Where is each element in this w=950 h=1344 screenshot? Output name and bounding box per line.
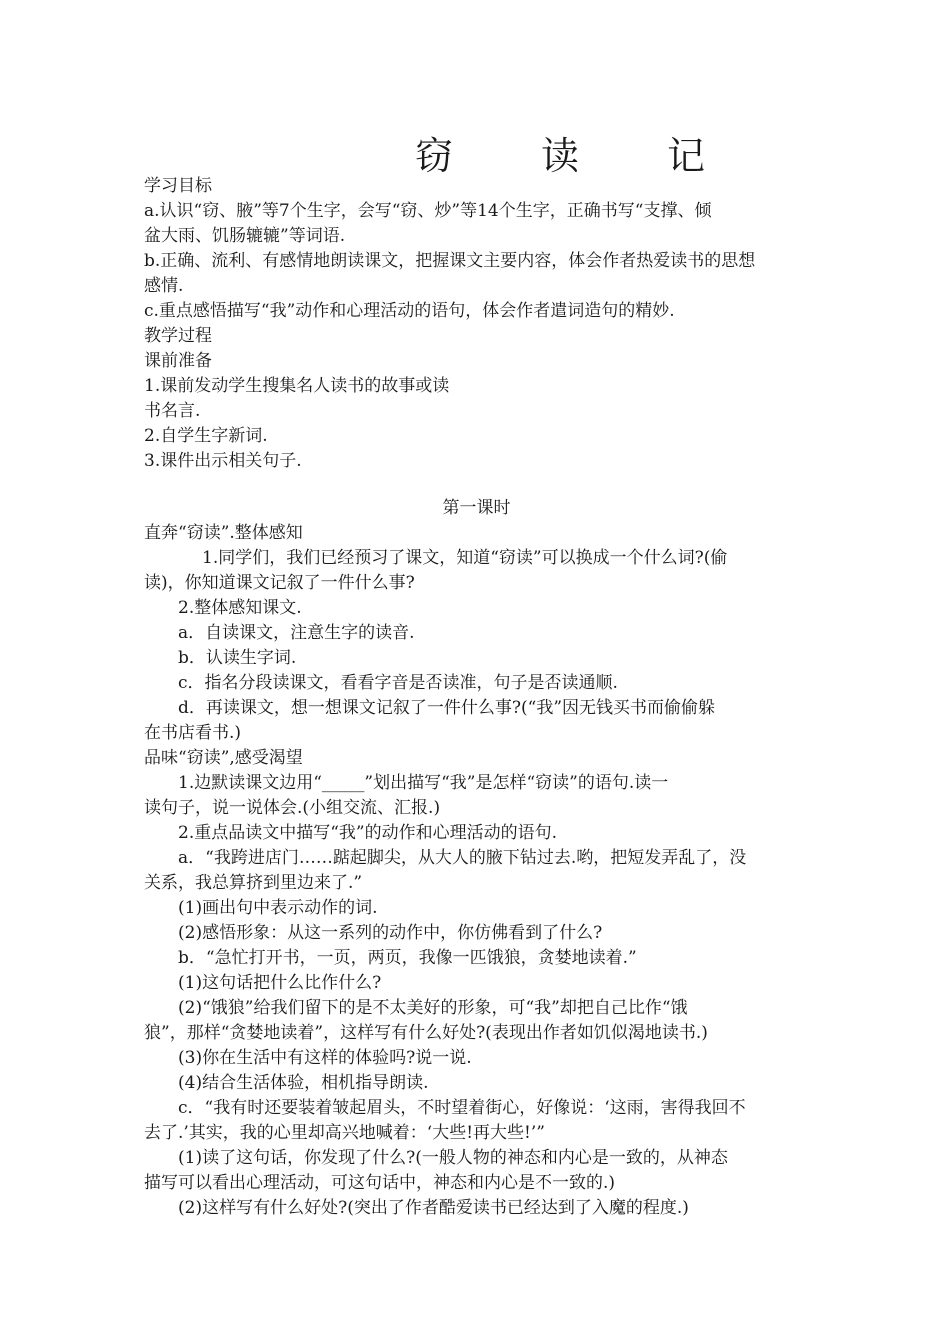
objective-line: c.重点感悟描写“我”动作和心理活动的语句，体会作者遣词造句的精妙.	[144, 301, 675, 321]
prep-line: 2.自学生字新词.	[144, 426, 268, 446]
paragraph-line: (2)感悟形象：从这一系列的动作中，你仿佛看到了什么?	[178, 923, 603, 943]
prep-heading: 课前准备	[144, 351, 212, 371]
objective-line: b.正确、流利、有感情地朗读课文，把握课文主要内容，体会作者热爱读书的思想	[144, 251, 756, 271]
paragraph-line: 狼”，那样“贪婪地读着”，这样写有什么好处?(表现出作者如饥似渴地读书.)	[144, 1023, 708, 1043]
section2-content	[144, 771, 809, 1221]
paragraph-line: (2)“饿狼”给我们留下的是不太美好的形象，可“我”却把自己比作“饿	[178, 998, 688, 1018]
title-char: 记	[667, 134, 706, 178]
section2-heading: 品味“窃读”,感受渴望	[144, 748, 303, 768]
paragraph-line: 1.同学们，我们已经预习了课文，知道“窃读”可以换成一个什么词?(偷	[202, 548, 728, 568]
paragraph-line: c．指名分段读课文，看看字音是否读准，句子是否读通顺.	[178, 673, 618, 693]
paragraph-line: (1)读了这句话，你发现了什么?(一般人物的神态和内心是一致的，从神态	[178, 1148, 728, 1168]
paragraph-line: (1)画出句中表示动作的词.	[178, 898, 378, 918]
document-body	[144, 174, 809, 1221]
paragraph-line: (1)这句话把什么比作什么?	[178, 973, 382, 993]
paragraph-line: b．认读生字词.	[178, 648, 297, 668]
paragraph-line: d．再读课文，想一想课文记叙了一件什么事?(“我”因无钱买书而偷偷躲	[178, 698, 716, 718]
paragraph-line: a．自读课文，注意生字的读音.	[178, 623, 415, 643]
paragraph-line: (2)这样写有什么好处?(突出了作者酷爱读书已经达到了入魔的程度.)	[178, 1198, 689, 1218]
paragraph-line: (4)结合生活体验，相机指导朗读.	[178, 1073, 429, 1093]
objective-line: 感情.	[144, 276, 184, 296]
paragraph-line: 在书店看书.)	[144, 723, 242, 743]
objectives-heading: 学习目标	[144, 176, 212, 196]
prep-line: 1.课前发动学生搜集名人读书的故事或读	[144, 376, 450, 396]
prep-line: 书名言.	[144, 401, 201, 421]
paragraph-line: 关系，我总算挤到里边来了.”	[144, 873, 363, 893]
title-char: 窃	[414, 134, 453, 178]
process-heading: 教学过程	[144, 326, 212, 346]
section1-heading: 直奔“窃读”.整体感知	[144, 523, 303, 543]
paragraph-line: 读句子，说一说体会.(小组交流、汇报.)	[144, 798, 441, 818]
paragraph-line: 读)，你知道课文记叙了一件什么事?	[144, 573, 415, 593]
paragraph-line: 2.整体感知课文.	[178, 598, 302, 618]
title-char: 读	[540, 134, 579, 178]
paragraph-line: 描写可以看出心理活动，可这句话中，神态和内心是不一致的.)	[144, 1173, 616, 1193]
paragraph-line: (3)你在生活中有这样的体验吗?说一说.	[178, 1048, 472, 1068]
objective-line: 盆大雨、饥肠辘辘”等词语.	[144, 226, 346, 246]
lesson-heading: 第一课时	[442, 498, 511, 518]
paragraph-line: 2.重点品读文中描写“我”的动作和心理活动的语句.	[178, 823, 558, 843]
paragraph-line: c．“我有时还要装着皱起眉头，不时望着街心，好像说：‘这雨，害得我回不	[178, 1098, 746, 1118]
paragraph-line: a．“我跨进店门……踮起脚尖，从大人的腋下钻过去.哟，把短发弄乱了，没	[178, 848, 747, 868]
paragraph-line: b．“急忙打开书，一页，两页，我像一匹饿狼，贪婪地读着.”	[178, 948, 637, 968]
page-title	[300, 125, 820, 180]
objective-line: a.认识“窃、腋”等7个生字，会写“窃、炒”等14个生字，正确书写“支撑、倾	[144, 201, 712, 221]
prep-line: 3.课件出示相关句子.	[144, 451, 302, 471]
paragraph-line: 1.边默读课文边用“_____”划出描写“我”是怎样“窃读”的语句.读一	[178, 773, 669, 793]
paragraph-line: 去了.’其实，我的心里却高兴地喊着：‘大些!再大些!’”	[144, 1123, 545, 1143]
section1-content	[144, 546, 809, 746]
